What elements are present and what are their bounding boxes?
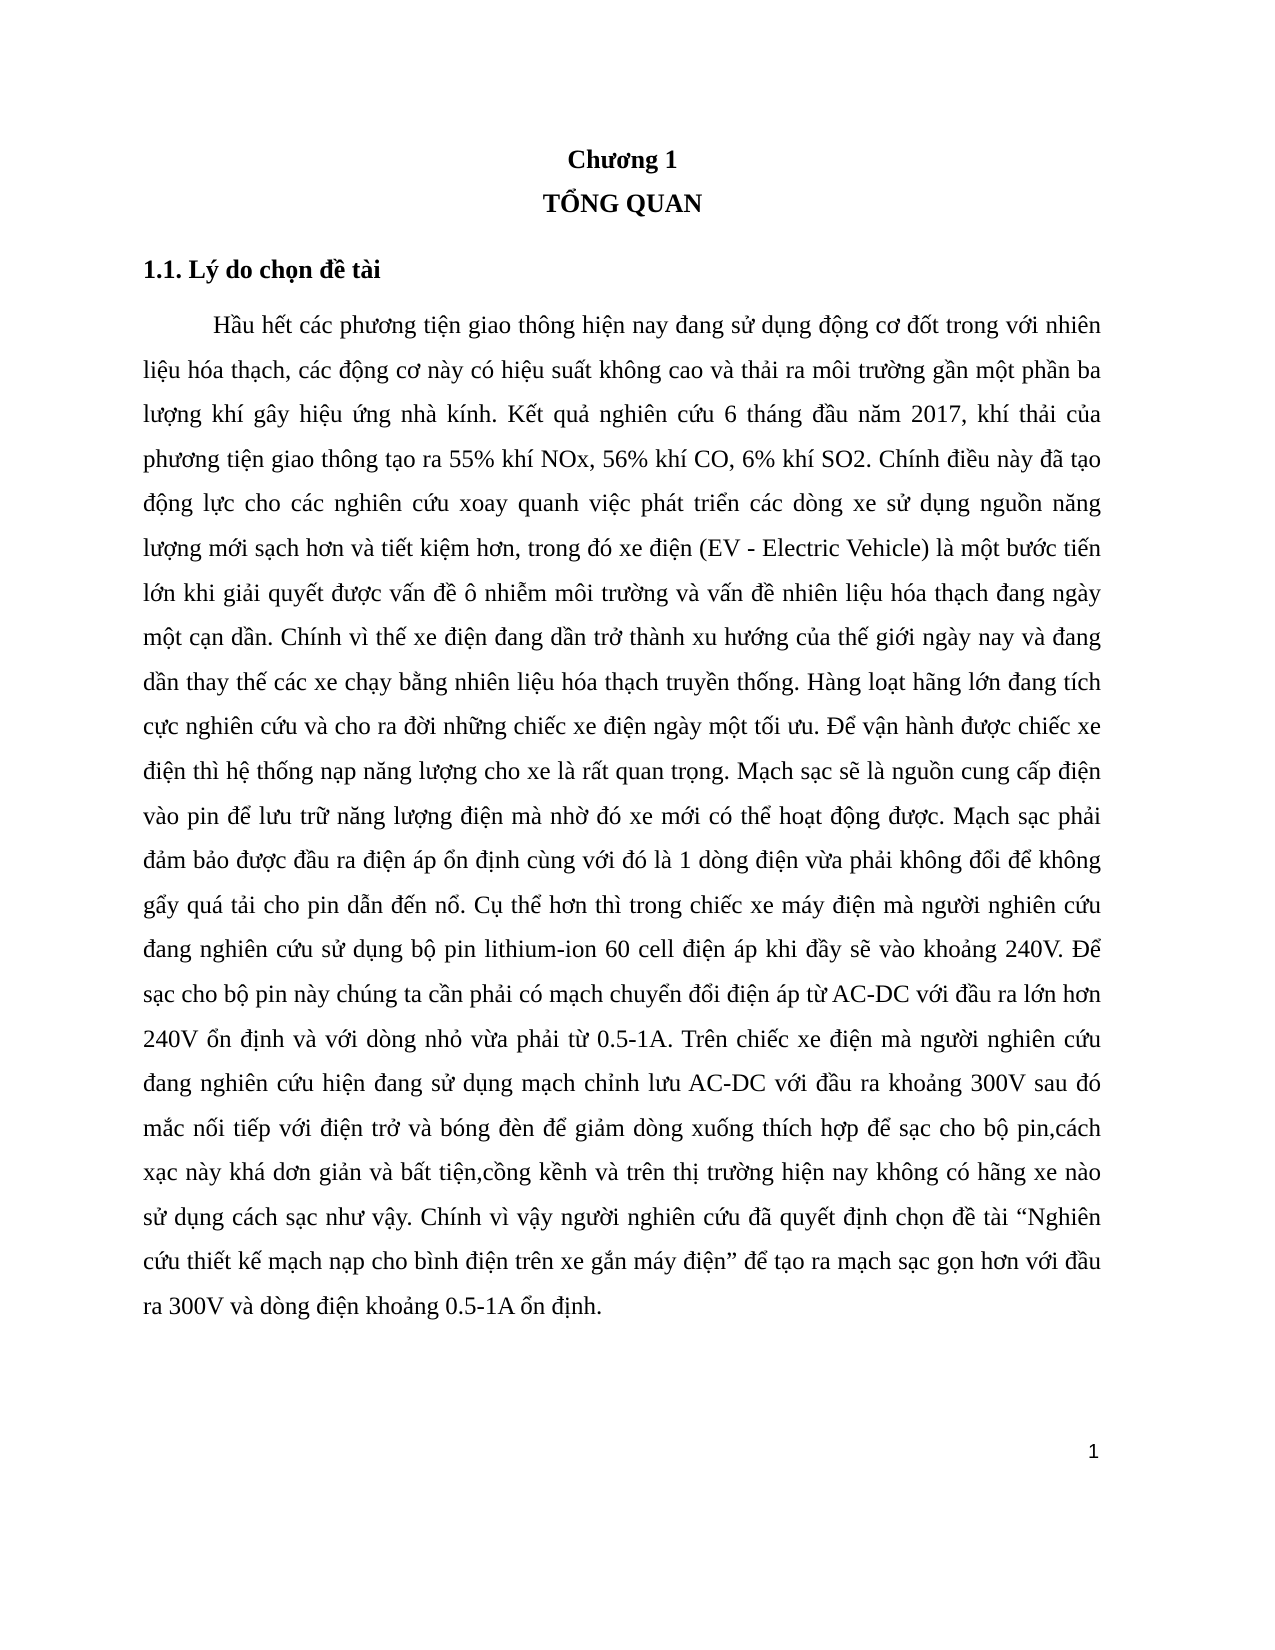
chapter-number: Chương 1	[567, 145, 678, 174]
body-paragraph: Hầu hết các phương tiện giao thông hiện nay đang sử dụng động cơ đốt trong với nhiên liệu hóa thạch, các động cơ này có hiệu suất không cao và thải ra môi trường gần một phần ba lượng khí gây hiệu ứng nhà kính. Kết quả nghiên cứu 6 tháng đầu năm 2017, khí thải của phương tiện giao thông tạo ra 55% khí NOx, 56% khí CO, 6% khí SO2. Chính điều này đã tạo động lực cho các nghiên cứu xoay quanh việc phát triển các dòng xe sử dụng nguồn năng lượng mới sạch hơn và tiết kiệm hơn, trong đó xe điện (EV - Electric Vehicle) là một bước tiến lớn khi giải quyết được vấn đề ô nhiễm môi trường và vấn đề nhiên liệu hóa thạch đang ngày một cạn dần. Chính vì thế xe điện đang dần trở thành xu hướng của thế giới ngày nay và đang dần thay thế các xe chạy bằng nhiên liệu hóa thạch truyền thống. Hàng loạt hãng lớn đang tích cực nghiên cứu và cho ra đời những chiếc xe điện ngày một tối ưu. Để vận hành được chiếc xe điện thì hệ thống nạp năng lượng cho xe là rất quan trọng. Mạch sạc sẽ là nguồn cung cấp điện vào pin để lưu trữ năng lượng điện mà nhờ đó xe mới có thể hoạt động được. Mạch sạc phải đảm bảo được đầu ra điện áp ổn định cùng với đó là 1 dòng điện vừa phải không đổi để không gẩy quá tải cho pin dẫn đến nổ. Cụ thể hơn thì trong chiếc xe máy điện mà người nghiên cứu đang nghiên cứu sử dụng bộ pin lithium-ion 60 cell điện áp khi đầy sẽ vào khoảng 240V. Để sạc cho bộ pin này chúng ta cần phải có mạch chuyển đổi điện áp từ AC-DC với đầu ra lớn hơn 240V ổn định và với dòng nhỏ vừa phải từ 0.5-1A. Trên chiếc xe điện mà người nghiên cứu đang nghiên cứu hiện đang sử dụng mạch chỉnh lưu AC-DC với đầu ra khoảng 300V sau đó mắc nối tiếp với điện trở và bóng đèn để giảm dòng xuống thích hợp để sạc cho bộ pin,cách xạc này khá dơn giản và bất tiện,cồng kềnh và trên thị trường hiện nay không có hãng xe nào sử dụng cách sạc như vậy. Chính vì vậy người nghiên cứu đã quyết định chọn đề tài “Nghiên cứu thiết kế mạch nạp cho bình điện trên xe gắn máy điện” để tạo ra mạch sạc gọn hơn với đầu ra 300V và dòng điện khoảng 0.5-1A ổn định.	[143, 312, 1101, 1321]
page-number: 1	[1088, 1441, 1100, 1463]
chapter-title: TỔNG QUAN	[542, 189, 703, 218]
section-heading: 1.1. Lý do chọn đề tài	[143, 255, 381, 284]
